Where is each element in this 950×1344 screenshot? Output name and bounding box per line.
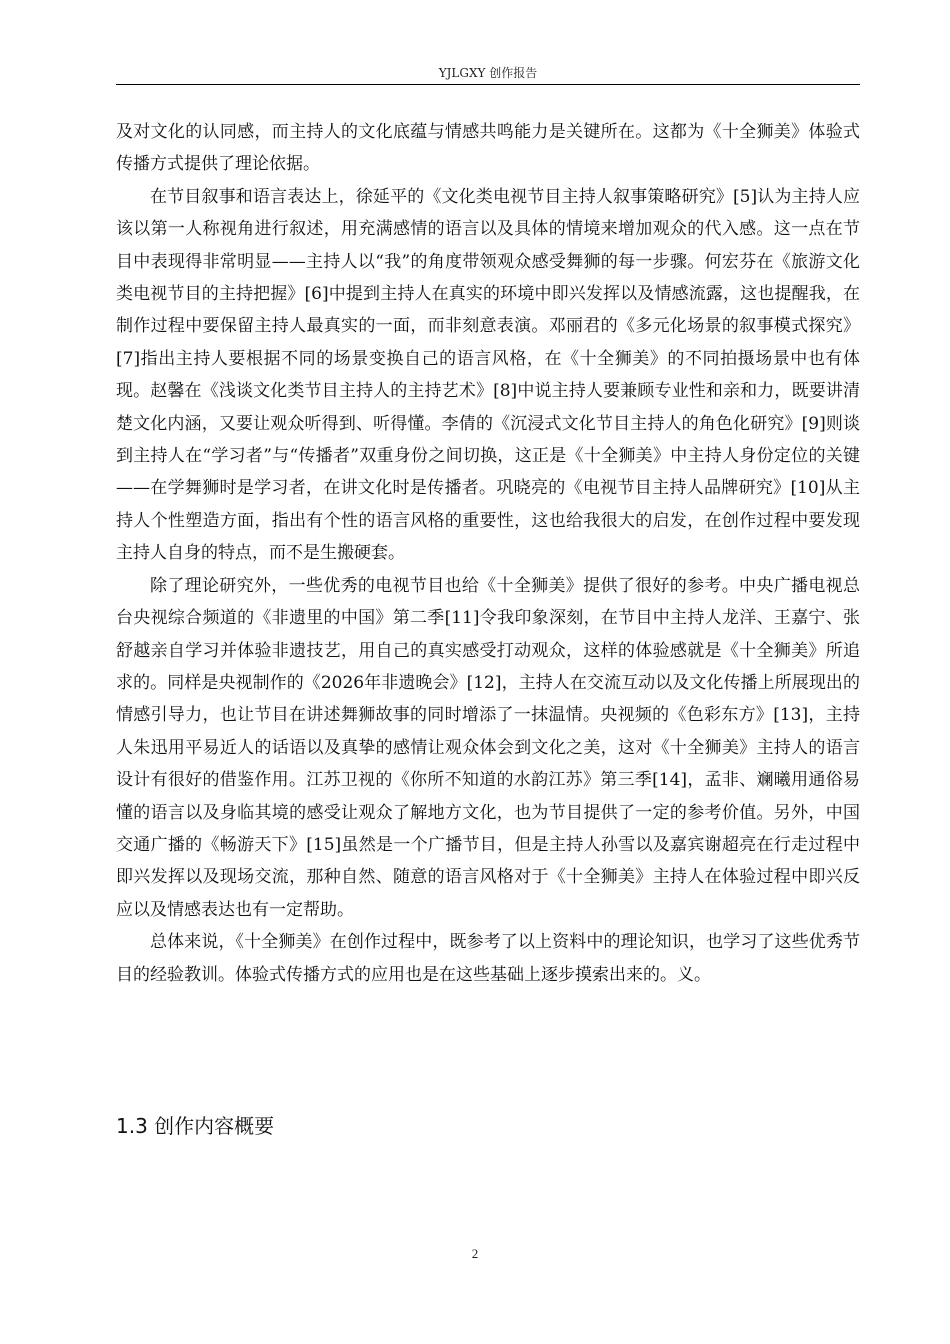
paragraph: 在节目叙事和语言表达上，徐延平的《文化类电视节目主持人叙事策略研究》[5]认为主持人应该以第一人称视角进行叙述，用充满感情的语言以及具体的情境来增加观众的代入感。这一点在节目中表现得非常明显——主持人以“我”的角度带领观众感受舞狮的每一步骤。何宏芬在《旅游文化类电视节目的主持把握》[6]中提到主持人在真实的环境中即兴发挥以及情感流露，这也提醒我，在制作过程中要保留主持人最真实的一面，而非刻意表演。邓丽君的《多元化场景的叙事模式探究》[7]指出主持人要根据不同的场景变换自己的语言风格，在《十全狮美》的不同拍摄场景中也有体现。赵馨在《浅谈文化类节目主持人的主持艺术》[8]中说主持人要兼顾专业性和亲和力，既要讲清楚文化内涵，又要让观众听得到、听得懂。李倩的《沉浸式文化节目主持人的角色化研究》[9]则谈到主持人在“学习者”与“传播者”双重身份之间切换，这正是《十全狮美》中主持人身份定位的关键——在学舞狮时是学习者，在讲文化时是传播者。巩晓亮的《电视节目主持人品牌研究》[10]从主持人个性塑造方面，指出有个性的语言风格的重要性，这也给我很大的启发，在创作过程中要发现主持人自身的特点，而不是生搬硬套。 [116,186,860,564]
body-text [116,116,860,991]
section-heading: 1.3 创作内容概要 [116,1114,275,1138]
paragraph: 及对文化的认同感，而主持人的文化底蕴与情感共鸣能力是关键所在。这都为《十全狮美》体验式传播方式提供了理论依据。 [116,122,860,175]
paragraph: 总体来说，《十全狮美》在创作过程中，既参考了以上资料中的理论知识，也学习了这些优秀节目的经验教训。体验式传播方式的应用也是在这些基础上逐步摸索出来的。义。 [116,932,860,985]
page-number: 2 [471,1246,479,1261]
paragraph: 除了理论研究外，一些优秀的电视节目也给《十全狮美》提供了很好的参考。中央广播电视总台央视综合频道的《非遗里的中国》第二季[11]令我印象深刻，在节目中主持人龙洋、王嘉宁、张舒越亲自学习并体验非遗技艺，用自己的真实感受打动观众，这样的体验感就是《十全狮美》所追求的。同样是央视制作的《2026年非遗晚会》[12]，主持人在交流互动以及文化传播上所展现出的情感引导力，也让节目在讲述舞狮故事的同时增添了一抹温情。央视频的《色彩东方》[13]，主持人朱迅用平易近人的话语以及真挚的感情让观众体会到文化之美，这对《十全狮美》主持人的语言设计有很好的借鉴作用。江苏卫视的《你所不知道的水韵江苏》第三季[14]，孟非、斓曦用通俗易懂的语言以及身临其境的感受让观众了解地方文化，也为节目提供了一定的参考价值。另外，中国交通广播的《畅游天下》[15]虽然是一个广播节目，但是主持人孙雪以及嘉宾谢超亮在行走过程中即兴发挥以及现场交流，那种自然、随意的语言风格对于《十全狮美》主持人在体验过程中即兴反应以及情感表达也有一定帮助。 [116,575,860,920]
running-header: YJLGXY 创作报告 [116,64,860,85]
